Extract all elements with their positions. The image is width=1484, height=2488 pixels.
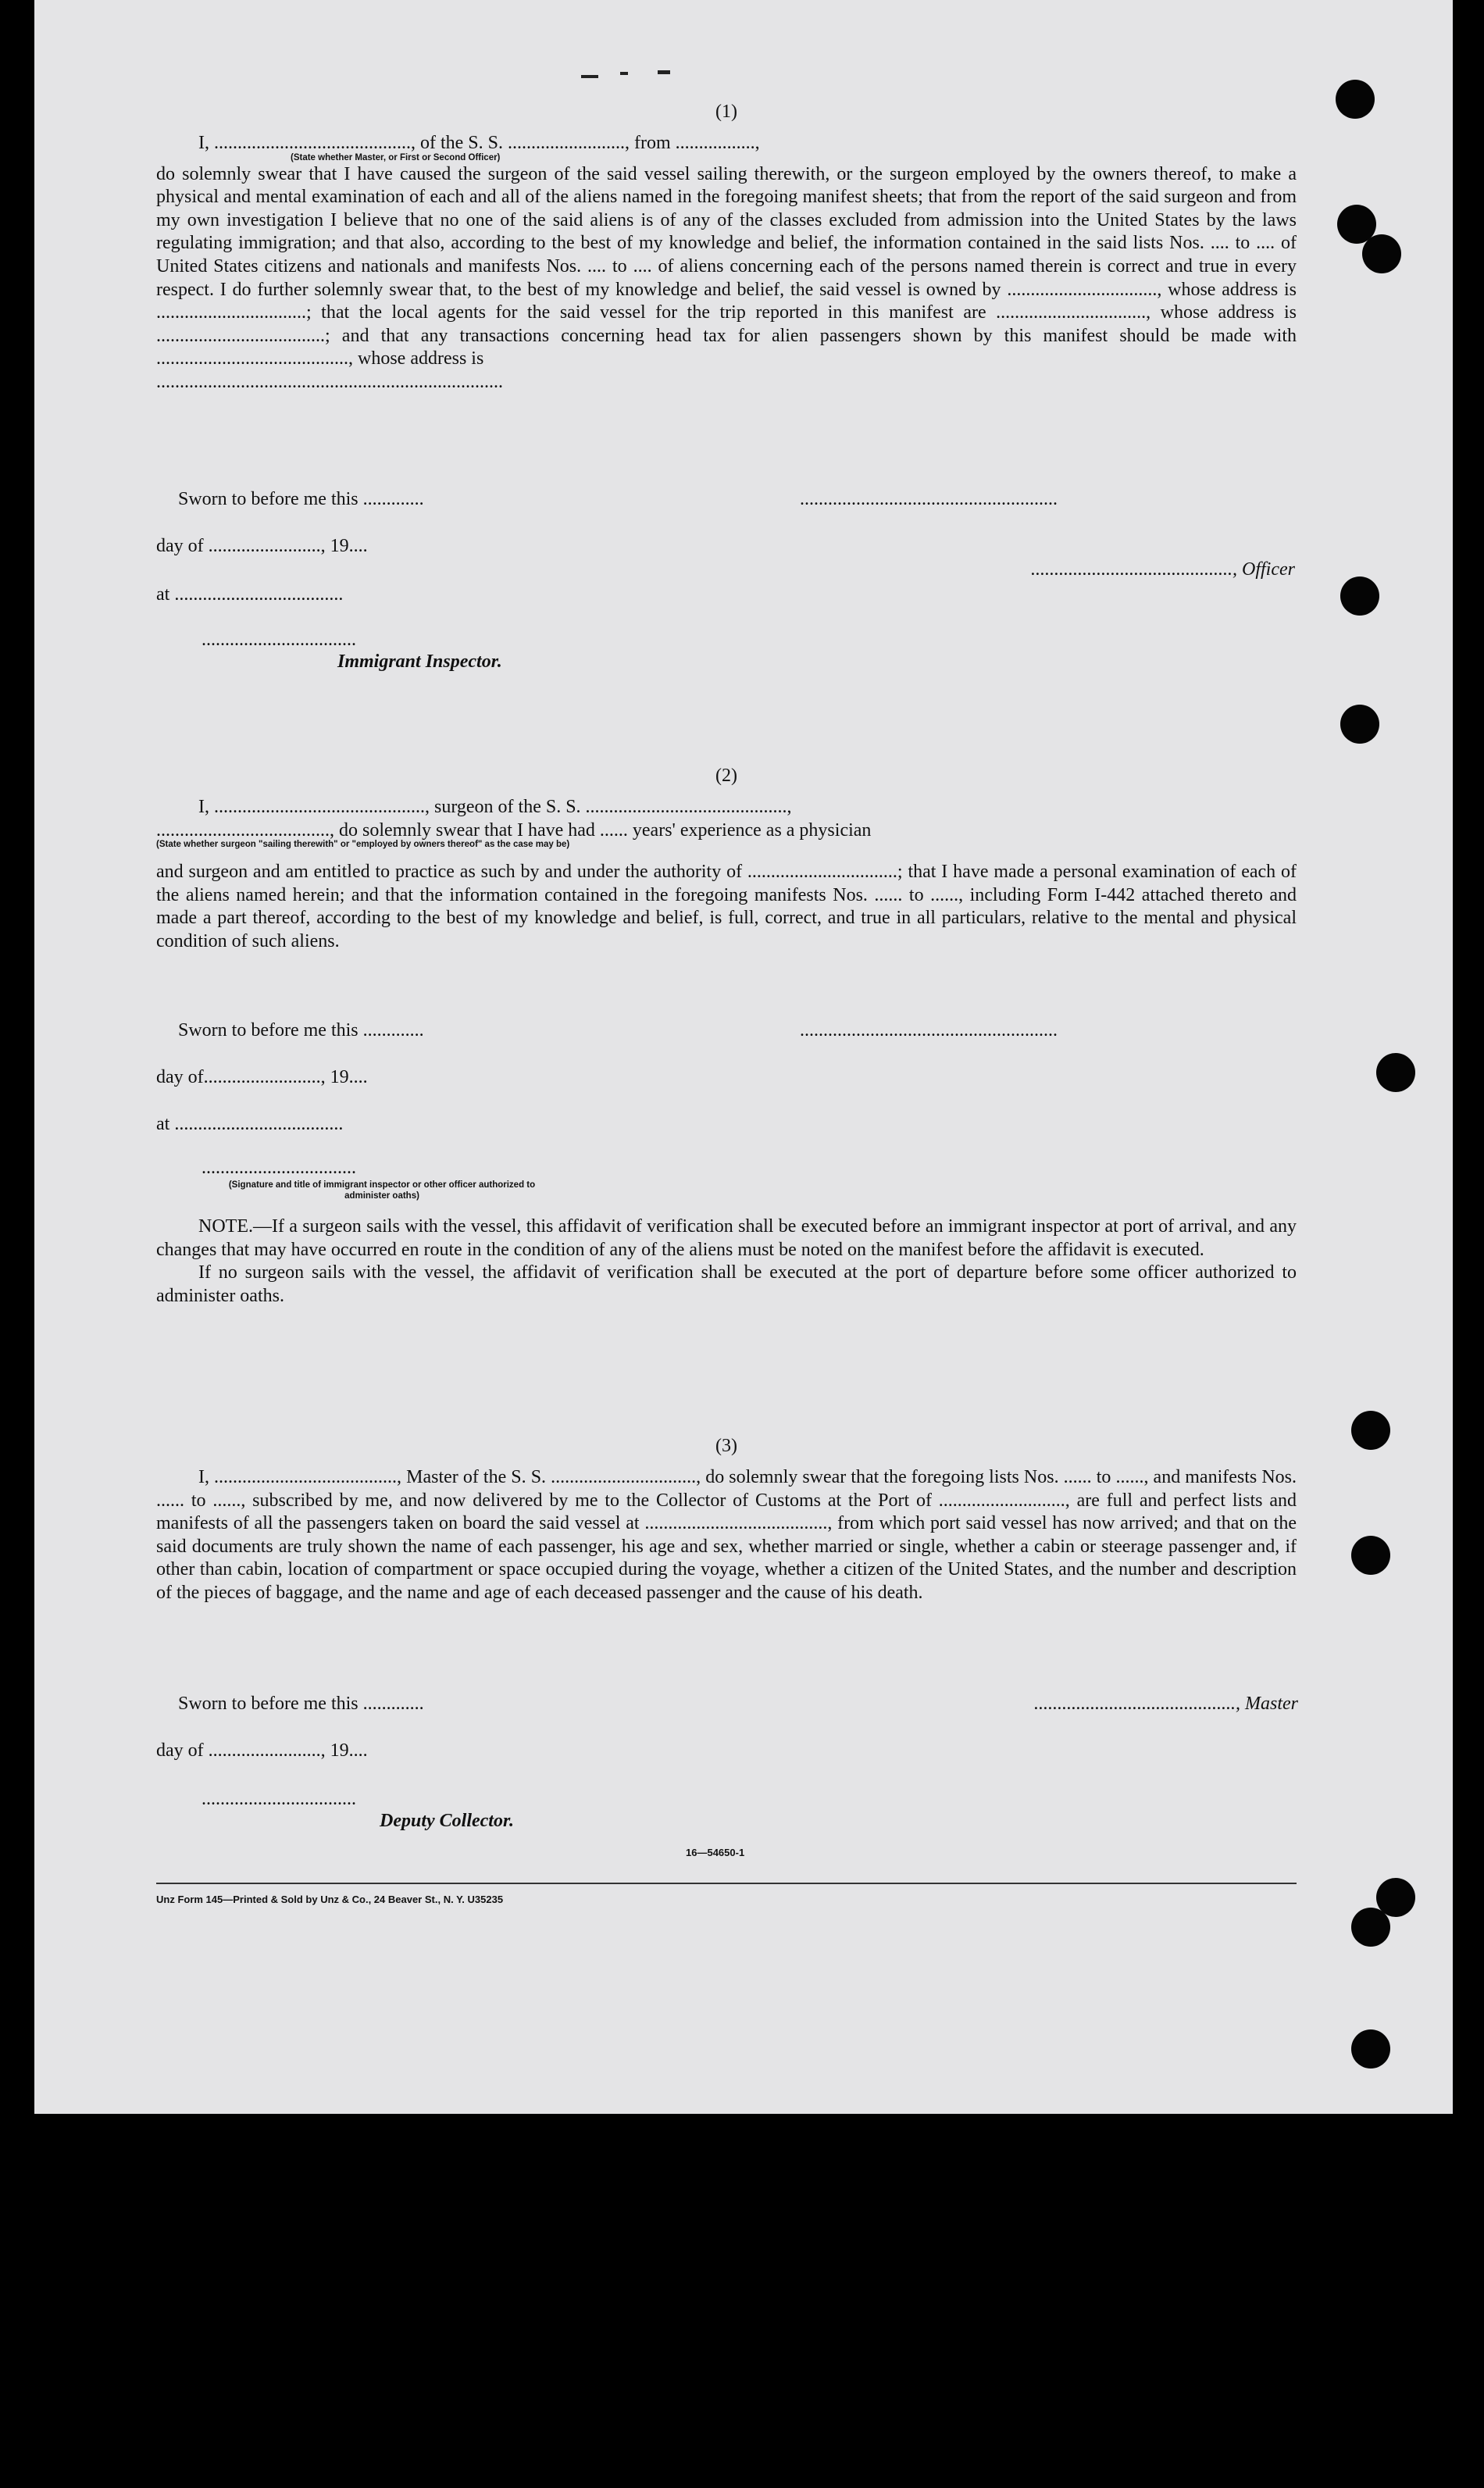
section-1-oath-text	[156, 163, 1297, 371]
sworn-line: Sworn to before me this .............	[178, 1694, 424, 1714]
master-signature-line: ..........................................., Master	[1034, 1694, 1298, 1714]
signature-line: .......................................................	[800, 489, 1058, 509]
punch-hole	[1351, 1908, 1390, 1947]
at-line: at ....................................	[156, 1114, 344, 1134]
edge-mark	[620, 72, 628, 75]
oath-body: I, ......................................., Master of the S. S. ..............................., do solemnly swear that the foregoing lists Nos. ...... to ......, and manifests Nos. ...... to ......, subscribed by me, and now delivered by me to the Collector of Customs at the Port of ..........................., are full and perfect lists and manifests of all the passengers taken on board the said vessel at ......................................., from which port said vessel has now arrived; and that on the said documents are truly shown the name of each passenger, his age and sex, whether married or single, whether a cabin or steerage passenger and, if other than cabin, location of compartment or space occupied during the voyage, whether a citizen of the United States, and the number and description of the pieces of baggage, and the name and age of each deceased passenger and the cause of his death.	[156, 1467, 1297, 1603]
oath-body: do solemnly swear that I have caused the surgeon of the said vessel sailing therewith, or the surgeon employed by the owners thereof, to make a physical and mental examination of each and all of the aliens named in the foregoing manifest sheets; that from the report of the said surgeon and from my own investigation I believe that no one of the said aliens is of any of the classes excluded from admission into the United States by the laws regulating immigration; and that also, according to the best of my knowledge and belief, the information contained in the said lists Nos. .... to .... of United States citizens and nationals and manifests Nos. .... to .... of aliens concerning each of the persons named therein is correct and true in every respect. I do further solemnly swear that, to the best of my knowledge and belief, the said vessel is owned by ................................, whose address is ................................; that the local agents for the said vessel for the trip reported in this manifest are ................................, whose address is ....................................; and that any transactions concerning head tax for alien passengers shown by this manifest should be made with ........................................., whose address is	[156, 163, 1297, 369]
section-1-first-line: I, .........................................., of the S. S. ........................., from .................,	[198, 133, 760, 153]
printer-credit: Unz Form 145—Printed & Sold by Unz & Co., 24 Beaver St., N. Y. U35235	[156, 1894, 504, 1905]
section-number: (3)	[715, 1436, 737, 1456]
section-1	[156, 102, 1297, 394]
section-2	[156, 766, 1297, 954]
punch-hole	[1336, 80, 1375, 119]
officer-signature-line: ..........................................., Officer	[1031, 559, 1295, 580]
punch-hole	[1351, 1536, 1390, 1575]
day-of-line: day of........................., 19....	[156, 1067, 368, 1087]
sworn-line: Sworn to before me this .............	[178, 489, 424, 509]
signature-dots: .................................	[202, 1158, 356, 1178]
punch-hole	[1351, 1411, 1390, 1450]
punch-hole	[1340, 576, 1379, 616]
punch-hole	[1340, 705, 1379, 744]
inspector-dots: .................................	[202, 630, 356, 650]
section-1-first-line-note: (State whether Master, or First or Second Officer)	[291, 152, 501, 162]
day-of-line: day of ........................, 19....	[156, 1740, 368, 1761]
section-2-notes	[156, 1215, 1297, 1308]
at-line: at ....................................	[156, 584, 344, 605]
section-3	[156, 1436, 1297, 1605]
signature-line: .......................................................	[800, 1020, 1058, 1041]
inspector-title: Immigrant Inspector.	[337, 651, 502, 672]
section-2-oath-text	[156, 861, 1297, 953]
section-number: (2)	[715, 766, 737, 786]
collector-title: Deputy Collector.	[380, 1811, 514, 1831]
signature-note: (Signature and title of immigrant inspector or other officer authorized to administer oaths)	[228, 1180, 536, 1201]
section-number: (1)	[715, 102, 737, 122]
manifest-verification-page	[34, 0, 1453, 2114]
edge-mark	[581, 75, 598, 78]
trailing-dots: ..........................................................................	[156, 371, 503, 392]
sworn-line: Sworn to before me this .............	[178, 1020, 424, 1041]
section-2-second-line: ....................................., do solemnly swear that I have had ...... years' experience as a physician	[156, 819, 872, 841]
form-number: 16—54650-1	[686, 1847, 745, 1858]
punch-hole	[1376, 1053, 1415, 1092]
punch-hole	[1351, 2029, 1390, 2069]
section-3-oath-text	[156, 1466, 1297, 1605]
punch-hole	[1362, 234, 1401, 273]
divider	[156, 1883, 1297, 1884]
section-2-first-line: I, ............................................., surgeon of the S. S. ...........................................,	[198, 797, 792, 817]
section-2-second-line-note: (State whether surgeon "sailing therewith" or "employed by owners thereof" as the case may be)	[156, 840, 570, 850]
day-of-line: day of ........................, 19....	[156, 536, 368, 556]
edge-mark	[658, 70, 670, 74]
collector-dots: .................................	[202, 1789, 356, 1809]
note-no-surgeon: If no surgeon sails with the vessel, the affidavit of verification shall be executed at the port of departure before some officer authorized to administer oaths.	[156, 1262, 1297, 1306]
oath-body: and surgeon and am entitled to practice as such by and under the authority of ................................; that I have made a personal examination of each of the aliens named herein; and that the information contained in the foregoing manifests Nos. ...... to ......, including Form I-442 attached thereto and made a part thereof, according to the best of my knowledge and belief, is full, correct, and true in all particulars, relative to the mental and physical condition of such aliens.	[156, 862, 1297, 951]
note-surgeon-sails: NOTE.—If a surgeon sails with the vessel, this affidavit of verification shall be executed before an immigrant inspector at port of arrival, and any changes that may have occurred en route in the condition of any of the aliens must be noted on the manifest before the affidavit is executed.	[156, 1216, 1297, 1260]
